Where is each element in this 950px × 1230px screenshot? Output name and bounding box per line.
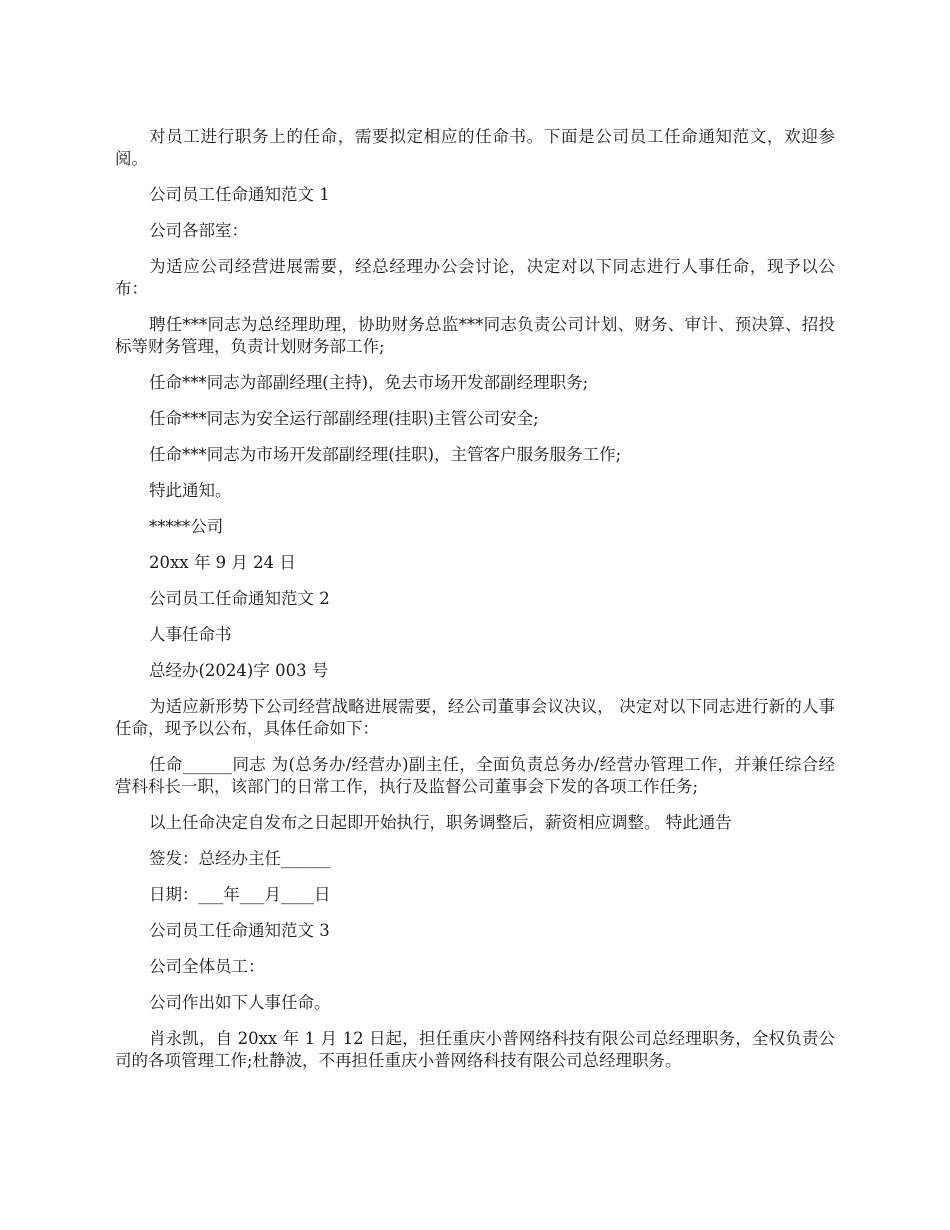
body-paragraph: 肖永凯，自 20xx 年 1 月 12 日起，担任重庆小普网络科技有限公司总经理职务，全权负责公司的各项管理工作;杜静波，不再担任重庆小普网络科技有限公司总经理职务。 [115,1029,835,1070]
document-title: 人事任命书 [149,625,232,644]
appointment-item: 聘任***同志为总经理助理，协助财务总监***同志负责公司计划、财务、审计、预决算、招投标等财务管理，负责计划财务部工作; [115,315,835,356]
date-line: 日期：___年___月____日 [149,885,331,904]
intro-paragraph: 对员工进行职务上的任命，需要拟定相应的任命书。下面是公司员工任命通知范文，欢迎参阅。 [115,127,835,168]
salutation: 公司各部室： [149,221,248,240]
body-paragraph: 为适应公司经营进展需要，经总经理办公会讨论，决定对以下同志进行人事任命，现予以公布： [115,257,835,298]
appointment-item: 任命***同志为部副经理(主持)，免去市场开发部副经理职务; [149,373,589,392]
body-paragraph: 为适应新形势下公司经营战略进展需要，经公司董事会议决议， 决定对以下同志进行新的人事任命，现予以公布，具体任命如下： [115,697,835,738]
body-paragraph: 以上任命决定自发布之日起即开始执行，职务调整后，薪资相应调整。 特此通告 [149,813,732,832]
company-signature: *****公司 [149,517,224,536]
salutation: 公司全体员工： [149,957,265,976]
document-body [115,126,835,1086]
appointment-item: 任命______同志 为(总务办/经营办)副主任，全面负责总务办/经营办管理工作，并兼任综合经营科科长一职，该部门的日常工作，执行及监督公司董事会下发的各项工作任务; [115,755,835,796]
appointment-item: 任命***同志为市场开发部副经理(挂职)，主管客户服务服务工作; [149,445,622,464]
signer-line: 签发：总经办主任______ [149,849,331,868]
issue-date: 20xx 年 9 月 24 日 [149,553,296,572]
closing-line: 特此通知。 [149,481,232,500]
sample-2-heading: 公司员工任命通知范文 2 [149,589,330,608]
appointment-item: 任命***同志为安全运行部副经理(挂职)主管公司安全; [149,409,539,428]
body-paragraph: 公司作出如下人事任命。 [149,993,331,1012]
sample-1-heading: 公司员工任命通知范文 1 [149,185,330,204]
document-number: 总经办(2024)字 003 号 [149,661,329,680]
sample-3-heading: 公司员工任命通知范文 3 [149,921,330,940]
